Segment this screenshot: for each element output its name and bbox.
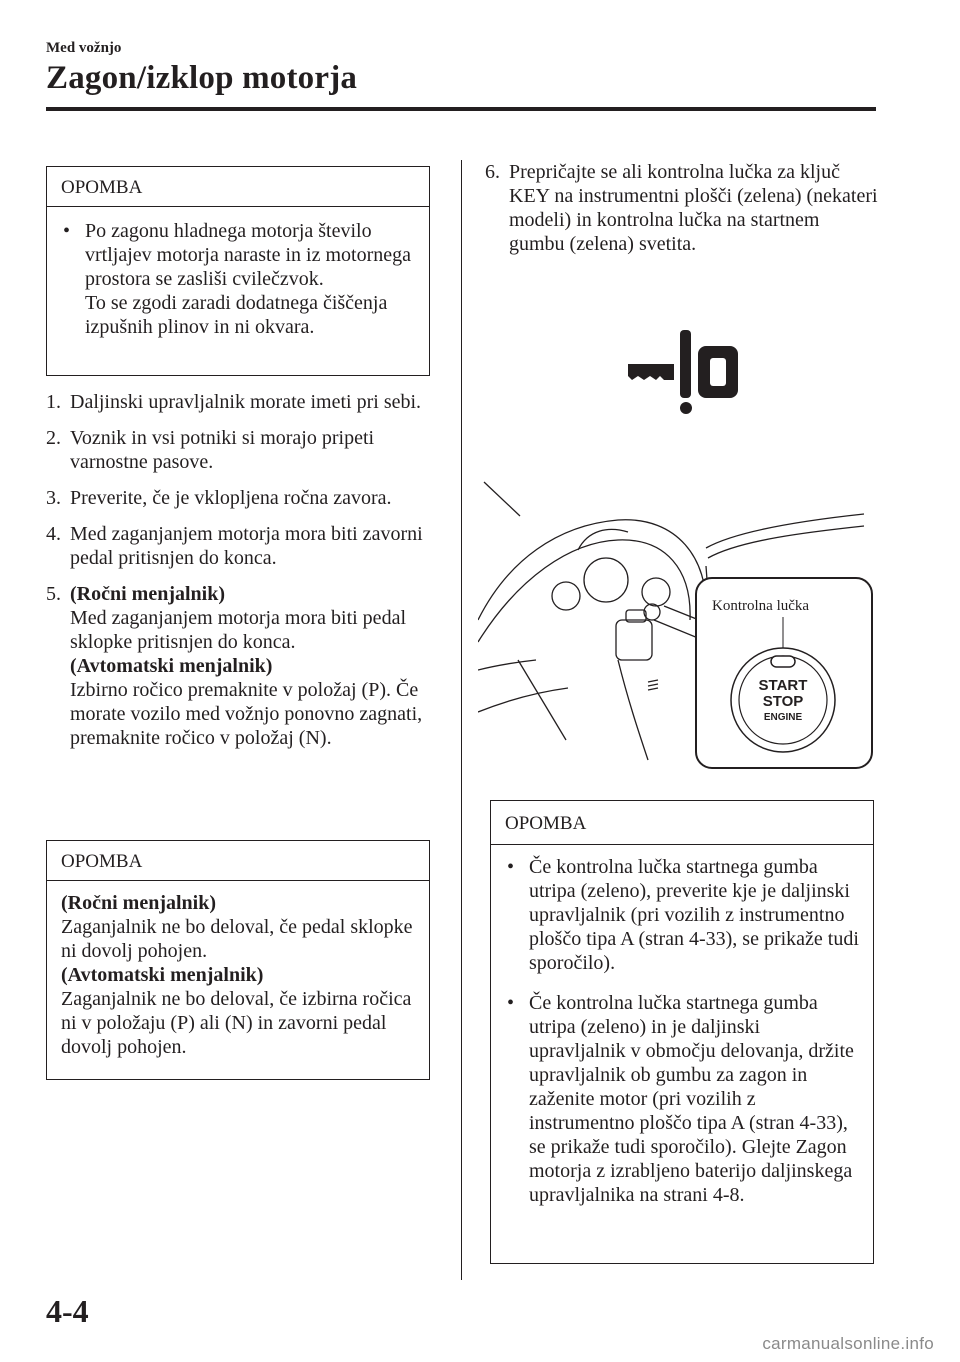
step-number: 3. [46,487,61,509]
step-item-6 [485,160,880,256]
note-text: Zaganjalnik ne bo deloval, če izbirna ročica ni v položaju (P) ali (N) in zavorni pedal dovolj pohojen. [61,988,412,1058]
start-stop-illustration [478,320,878,780]
step-item [46,582,446,750]
page-number: 4-4 [46,1293,89,1329]
note-text: Če kontrolna lučka startnega gumba utripa (zeleno) in je daljinski upravljalnik v območju delovanja, držite upravljalnik ob gumbu za zagon in zaženite motor (pri vozilih z instrumentno ploščo tipa A (stran 4-33), se prikaže tudi sporočilo). Glejte Zagon motorja z izrabljeno baterijo daljinskega upravljalnika na strani 4-8. [529,992,854,1206]
step-item [46,522,446,570]
key-warning-icon [628,330,738,414]
bullet-icon: • [63,220,71,242]
step-item [46,426,446,474]
note-bullet [61,219,415,339]
note-text: Če kontrolna lučka startnega gumba utripa (zeleno), preverite kje je daljinski upravljalnik (pri vozilih z instrumentno ploščo tipa A (stran 4-33), se prikaže tudi sporočilo). [529,856,859,974]
note-bullet [505,991,859,1207]
step-item [46,390,446,414]
note-subheading: (Ročni menjalnik) [61,892,216,914]
step-number: 6. [485,161,500,183]
note-text: Zaganjalnik ne bo deloval, če pedal sklopke ni dovolj pohojen. [61,916,413,962]
step-subheading: (Ročni menjalnik) [70,583,225,605]
bullet-icon: • [507,856,515,878]
note-box-2 [46,840,430,1080]
step-number: 2. [46,427,61,449]
note-bullet [505,855,859,975]
button-label-start: START [758,677,808,694]
watermark: carmanualsonline.info [762,1334,934,1353]
note-subheading: (Avtomatski menjalnik) [61,964,264,986]
column-divider [461,160,462,1280]
step-number: 4. [46,523,61,545]
step-text: Daljinski upravljalnik morate imeti pri sebi. [70,391,422,413]
note-heading: OPOMBA [491,801,873,845]
note-text: Po zagonu hladnega motorja število vrtljajev motorja naraste in iz motornega prostora se zasliši cvilečzvok. [85,220,411,290]
section-label: Med vožnjo [46,40,122,56]
step-text: Med zaganjanjem motorja mora biti pedal sklopke pritisnjen do konca. [70,607,406,653]
note-box-3 [490,800,874,1264]
step-number: 1. [46,391,61,413]
step-item [485,160,880,256]
step-number: 5. [46,583,61,605]
bullet-icon: • [507,992,515,1014]
note-text: To se zgodi zaradi dodatnega čiščenja izpušnih plinov in ni okvara. [85,292,388,338]
step-text: Med zaganjanjem motorja mora biti zavorni pedal pritisnjen do konca. [70,523,423,569]
step-item [46,486,446,510]
indicator-light-icon [771,656,795,667]
callout-label: Kontrolna lučka [712,598,810,614]
step-text: Voznik in vsi potniki si morajo pripeti varnostne pasove. [70,427,375,473]
note-box-1 [46,166,430,376]
step-text: Prepričajte se ali kontrolna lučka za ključ KEY na instrumentni plošči (zelena) (nekateri modeli) in kontrolna lučka na startnem gumbu (zelena) svetita. [509,161,878,255]
step-subheading: (Avtomatski menjalnik) [70,655,273,677]
step-list [46,390,446,762]
start-stop-button-icon [731,648,835,752]
step-text: Izbirno ročico premaknite v položaj (P). Če morate vozilo med vožnjo ponovno zagnati, premaknite ročico v položaj (N). [70,679,423,749]
button-label-stop: STOP [762,693,804,710]
note-heading: OPOMBA [47,167,429,207]
title-rule [46,107,876,111]
step-text: Preverite, če je vklopljena ročna zavora. [70,487,392,509]
note-heading: OPOMBA [47,841,429,881]
page-title: Zagon/izklop motorja [46,60,358,96]
button-label-engine: ENGINE [763,712,803,723]
